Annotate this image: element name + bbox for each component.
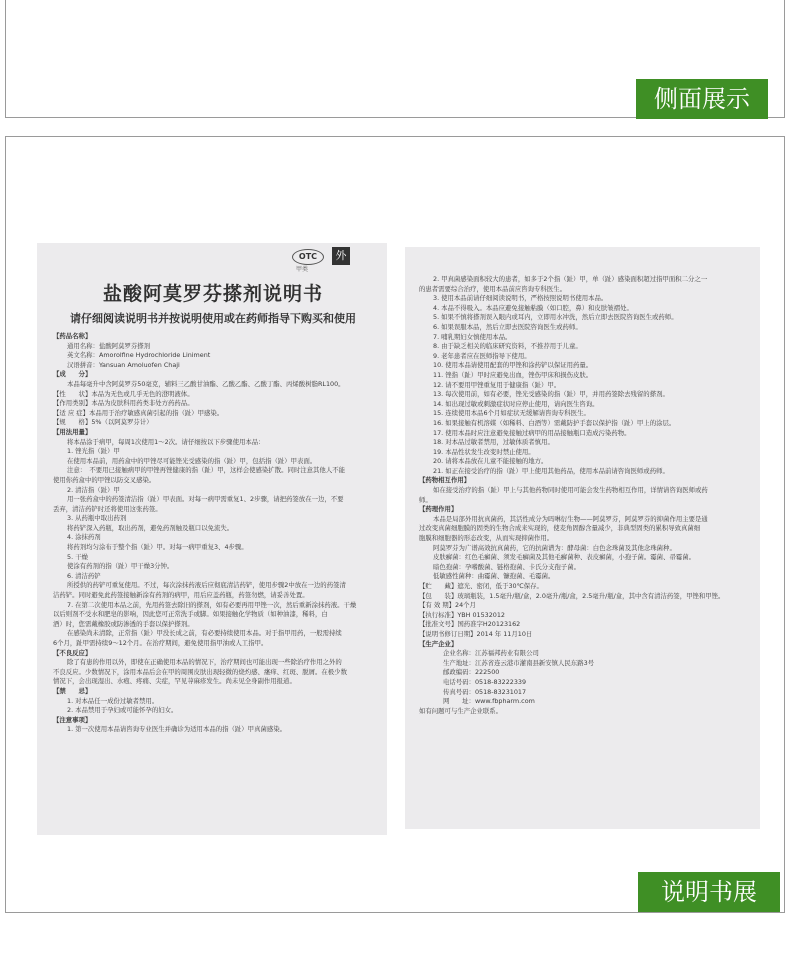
leaflet-text-line: 师。	[419, 495, 432, 504]
leaflet-text-line: 通用名称：盐酸阿莫罗芬搽剂	[67, 341, 151, 350]
leaflet-text-line: 15. 连续使用本品6个月如症状无缓解请咨询专科医生。	[433, 409, 590, 418]
leaflet-text-line: 【说明书修订日期】2014 年 11月10日	[419, 629, 533, 638]
leaflet-text-line: 在使用本品前，用药盒中的甲锉尽可能锉光受感染的指（趾）甲，包括指（趾）甲表面。	[67, 456, 317, 465]
leaflet-text-line: 将药铲深入药瓶，取出药剂，避免药剂触及瓶口以免流失。	[67, 523, 234, 532]
leaflet-text-line: 如有问题可与生产企业联系。	[419, 706, 503, 715]
leaflet-text-line: 【适 应 症】本品用于治疗敏感真菌引起的指（趾）甲感染。	[53, 408, 224, 417]
leaflet-text-line: 使用你药盒中的甲锉以防交叉感染。	[53, 475, 156, 484]
leaflet-text-line: 17. 使用本品时应注意避免接触过病甲的用品接触瓶口造成污染药物。	[433, 428, 631, 437]
leaflet-text-line: 【药理作用】	[419, 505, 458, 514]
leaflet-text-line: 【包 装】玻璃瓶装，1.5毫升/瓶/盒，2.0毫升/瓶/盒，2.5毫升/瓶/盒，其中含有清洁药签，甲锉和甲锉。	[419, 591, 725, 600]
leaflet-text-line: 情况下，会出现湿出、水疱、疼痛、尖症，罕见荨麻疹发生。尚未见全身副作用报道。	[53, 677, 296, 686]
leaflet-text-line: 生产地址：江苏省连云港市灌南县新安镇人民东路3号	[443, 658, 595, 667]
leaflet-text-line: 19. 本品性状发生改变时禁止使用。	[433, 447, 535, 456]
leaflet-text-line: 邮政编码：222500	[443, 668, 500, 677]
leaflet-text-line: 阿莫罗芬为广谱高效抗真菌药，它的抗菌谱为：酵母菌：白色念珠菌及其他念珠菌种。	[433, 543, 676, 552]
leaflet-text-line: 2. 清洁指（趾）甲	[67, 485, 120, 494]
side-view-panel	[5, 0, 785, 118]
leaflet-text-line: 18. 对本品过敏者禁用，过敏体质者慎用。	[433, 438, 554, 447]
leaflet-text-line: 将本品涂于病甲，每周1次使用1～2次。请仔细按以下步骤使用本品：	[67, 437, 265, 446]
leaflet-text-line: 酒）时，您需戴橡胶或防渗透的手套以保护搽剂。	[53, 619, 194, 628]
leaflet-text-line: 20. 请将本品放在儿童不能接触的地方。	[433, 457, 548, 466]
otc-mark: OTC	[292, 249, 324, 265]
leaflet-text-line: 【药品名称】	[53, 332, 92, 340]
leaflet-text-line: 5. 如果不慎将搽剂误入眼内或耳内，立即用水冲洗，然后立即去医院咨询医生或药师。	[433, 313, 678, 322]
leaflet-text-line: 2. 本品禁用于孕妇或可能怀孕的妇女。	[67, 706, 178, 715]
leaflet-title: 盐酸阿莫罗芬搽剂说明书	[102, 283, 323, 305]
leaflet-text-line: 本品是局部外用抗真菌药，其活性成分为吗啉衍生物——阿莫罗芬，阿莫罗芬的抑菌作用主要是通	[433, 514, 708, 523]
leaflet-text-line: 企业名称：江苏福邦药业有限公司	[443, 649, 539, 658]
leaflet-text-line: 洁药铲。同时避免此药签接触新涂有药剂的病甲，用后应盖药瓶，药签勿燃，请妥善处置。	[53, 591, 309, 600]
leaflet-text-line: 【药物相互作用】	[419, 476, 471, 485]
leaflet-right-page	[405, 247, 760, 829]
leaflet-text-line: 2. 甲真菌感染面积较大的患者，如多于2个指（趾）甲，单（趾）感染面积超过指甲面积二分之一	[433, 275, 708, 283]
leaflet-text-line: 1. 对本品任一成份过敏者禁用。	[67, 696, 159, 705]
leaflet-text-line: 传真号码：0518-83231017	[443, 687, 527, 696]
leaflet-text-line: 6个月，趾甲需持续9～12个月。在治疗期间，避免使用指甲油或人工指甲。	[53, 639, 268, 647]
leaflet-text-line: 【执行标准】YBH 01532012	[419, 610, 505, 619]
leaflet-left-text	[53, 332, 373, 735]
leaflet-text-line: 1. 第一次使用本品请咨询专业医生并确诊为适用本品的指（趾）甲真菌感染。	[67, 725, 287, 734]
leaflet-text-line: 皮肤癣菌：红色毛癣菌、须发毛癣菌及其他毛癣菌种、表皮癣菌，小孢子菌。霉菌、帚霉菌。	[433, 553, 696, 562]
leaflet-text-line: 如在接受治疗的指（趾）甲上与其他药物同时使用可能会发生药物相互作用，详情请咨询医师或药	[433, 486, 708, 495]
manual-view-badge: 说明书展示	[638, 872, 780, 912]
leaflet-text-line: 【性 状】本品为无色或几乎无色的澄明液体。	[53, 389, 194, 398]
leaflet-text-line: 9. 老年患者应在医师指导下使用。	[433, 351, 531, 360]
leaflet-text-line: 3. 使用本品前请仔细阅读说明书，严格按照说明书使用本品。	[433, 294, 608, 303]
external-use-mark: 外	[332, 247, 350, 265]
leaflet-text-line: 16. 如果接触有机溶媒（如稀料、白酒等）需戴防护手套以保护指（趾）甲上的涂层。	[433, 418, 676, 427]
leaflet-text-line: 14. 如出现过敏或刺激症状时应停止使用，请向医生咨询。	[433, 399, 599, 408]
leaflet-text-line: 在感染尚未清除，正常指（趾）甲没长成之前，有必要持续使用本品。对于指甲用药，一般需持续	[67, 629, 342, 638]
leaflet-text-line: 7. 在第二次使用本品之前，先用药签去除旧的搽剂，如有必要再用甲锉一次，然后重新涂抹药液。干燥	[67, 600, 357, 609]
leaflet-text-line: 胞膜和细胞器的形态改变，从而实现抑菌作用。	[419, 534, 554, 543]
leaflet-text-line: 3. 从药瓶中取出药剂	[67, 514, 127, 523]
leaflet-text-line: 暗色孢菌：孕嗜酸菌、链格孢菌、卡氏分支孢子菌。	[433, 562, 580, 571]
side-view-badge: 侧面展示	[636, 79, 768, 119]
leaflet-text-line: 13. 每次使用前，如有必要，锉光受感染的指（趾）甲，并用药签除去残留的搽剂。	[433, 390, 669, 399]
leaflet-text-line: 的患者需要综合治疗，使用本品前应咨询专科医生。	[419, 284, 566, 293]
leaflet-text-line: 【规 格】5%（以阿莫罗芬计）	[53, 418, 153, 427]
leaflet-text-line: 【禁 忌】	[53, 686, 92, 695]
leaflet-text-line: 6. 清洁药铲	[67, 571, 101, 580]
leaflet-text-line: 【作用类别】本品为皮肤科用药类非处方药药品。	[53, 399, 194, 408]
leaflet-text-line: 除了有患的作用以外，即使在正确使用本品的情况下，治疗期间也可能出现一些除治疗作用之外的	[67, 658, 342, 667]
leaflet-text-line: 1. 锉光指（趾）甲	[67, 447, 120, 456]
leaflet-text-line: 12. 请不要用甲锉重复用于健康指（趾）甲。	[433, 380, 561, 389]
leaflet-text-line: 使涂有药剂的指（趾）甲干燥3分钟。	[67, 562, 174, 571]
leaflet-text-line: 【有 效 期】24个月	[419, 601, 476, 610]
leaflet-text-line: 【批准文号】国药准字H20123162	[419, 620, 521, 629]
leaflet-text-line: 所授供的药铲可重复使用。不过，每次涂抹药液后应彻底清洁药铲，使用步骤2中放在一边的药签清	[67, 581, 346, 590]
leaflet-text-line: 过改变真菌细胞膜的固类的生物合成来实现的，使麦角固醇含量减少，非典型固类的累积导致真菌细	[419, 524, 701, 533]
leaflet-text-line: 【用法用量】	[53, 427, 92, 436]
leaflet-text-line: 以后则剂不受水和肥皂的影响，因此您可正常洗手或脚。如果接触化学物质（如种油漆，稀料，白	[53, 610, 328, 619]
leaflet-text-line: 10. 使用本品请使用配套的甲锉和涂药铲以保证用药量。	[433, 361, 593, 370]
leaflet-text-line: 电话号码：0518-83222339	[443, 677, 527, 686]
leaflet-text-line: 【生产企业】	[419, 639, 458, 648]
leaflet-text-line: 网 址：www.fbpharm.com	[443, 697, 535, 706]
leaflet-left-page	[37, 243, 387, 835]
leaflet-text-line: 不良反应。少数情况下，涂用本品后会在甲的周围皮肤出现轻微的烧灼感、瘙痒、红斑、脱屑。在极少数	[53, 667, 347, 676]
otc-class-label: 甲类	[296, 266, 309, 273]
leaflet-text-line: 【注意事项】	[53, 715, 92, 724]
leaflet-text-line: 用一张药盒中的药签清洁指（趾）甲表面。对每一病甲需重复1、2步骤，请把药签放在一边，不要	[67, 495, 344, 504]
leaflet-text-line: 丢弃，清洁药铲时还将使用这张药签。	[53, 504, 162, 513]
leaflet-right-text	[419, 275, 748, 716]
leaflet-text-line: 低敏感性菌种：曲霉菌、镰孢菌、毛霉菌。	[433, 572, 555, 581]
leaflet-text-line: 5. 干燥	[67, 552, 88, 561]
leaflet-text-line: 8. 由于缺乏相关的临床研究资料，不推荐用于儿童。	[433, 342, 582, 351]
leaflet-text-line: 7. 哺乳期妇女慎使用本品。	[433, 332, 512, 341]
leaflet-text-line: 注意： 不要用已接触病甲的甲锉再锉健康的指（趾）甲，这样会使感染扩散。同时注意其他人不能	[67, 466, 345, 475]
leaflet-subtitle: 请仔细阅读说明书并按说明使用或在药师指导下购买和使用	[70, 312, 356, 325]
leaflet-text-line: 6. 如果误服本品，然后立即去医院咨询医生或药师。	[433, 322, 582, 331]
leaflet-text-line: 【成 分】	[53, 370, 92, 379]
leaflet-text-line: 【不良反应】	[53, 648, 92, 657]
leaflet-text-line: 4. 涂抹药剂	[67, 533, 101, 542]
leaflet-text-line: 本品每毫升中含阿莫罗芬50毫克，辅料三乙酸甘油酯、乙酸乙酯、乙酸丁酯、丙烯酸树脂RL100。	[67, 379, 345, 388]
leaflet-text-line: 【贮 藏】遮光、密闭，低于30℃保存。	[419, 582, 543, 590]
leaflet-text-line: 21. 如正在接受治疗的指（趾）甲上使用其他药品，使用本品前请咨询医师或药师。	[433, 466, 669, 475]
leaflet-text-line: 4. 本品不得吸入。本品应避免接触粘膜（如口腔，鼻）和皮肤皱褶处。	[433, 303, 633, 312]
leaflet-text-line: 将药剂均匀涂布于整个指（趾）甲。对每一病甲重复3、4步骤。	[67, 543, 248, 552]
leaflet-text-line: 英文名称：Amorolfine Hydrochloride Liniment	[67, 351, 211, 360]
leaflet-text-line: 11. 锉指（趾）甲时应避免出血，锉伤甲床和损伤皮肤。	[433, 370, 593, 379]
leaflet-text-line: 汉语拼音：Yansuan Amoluofen Chaji	[67, 360, 180, 369]
